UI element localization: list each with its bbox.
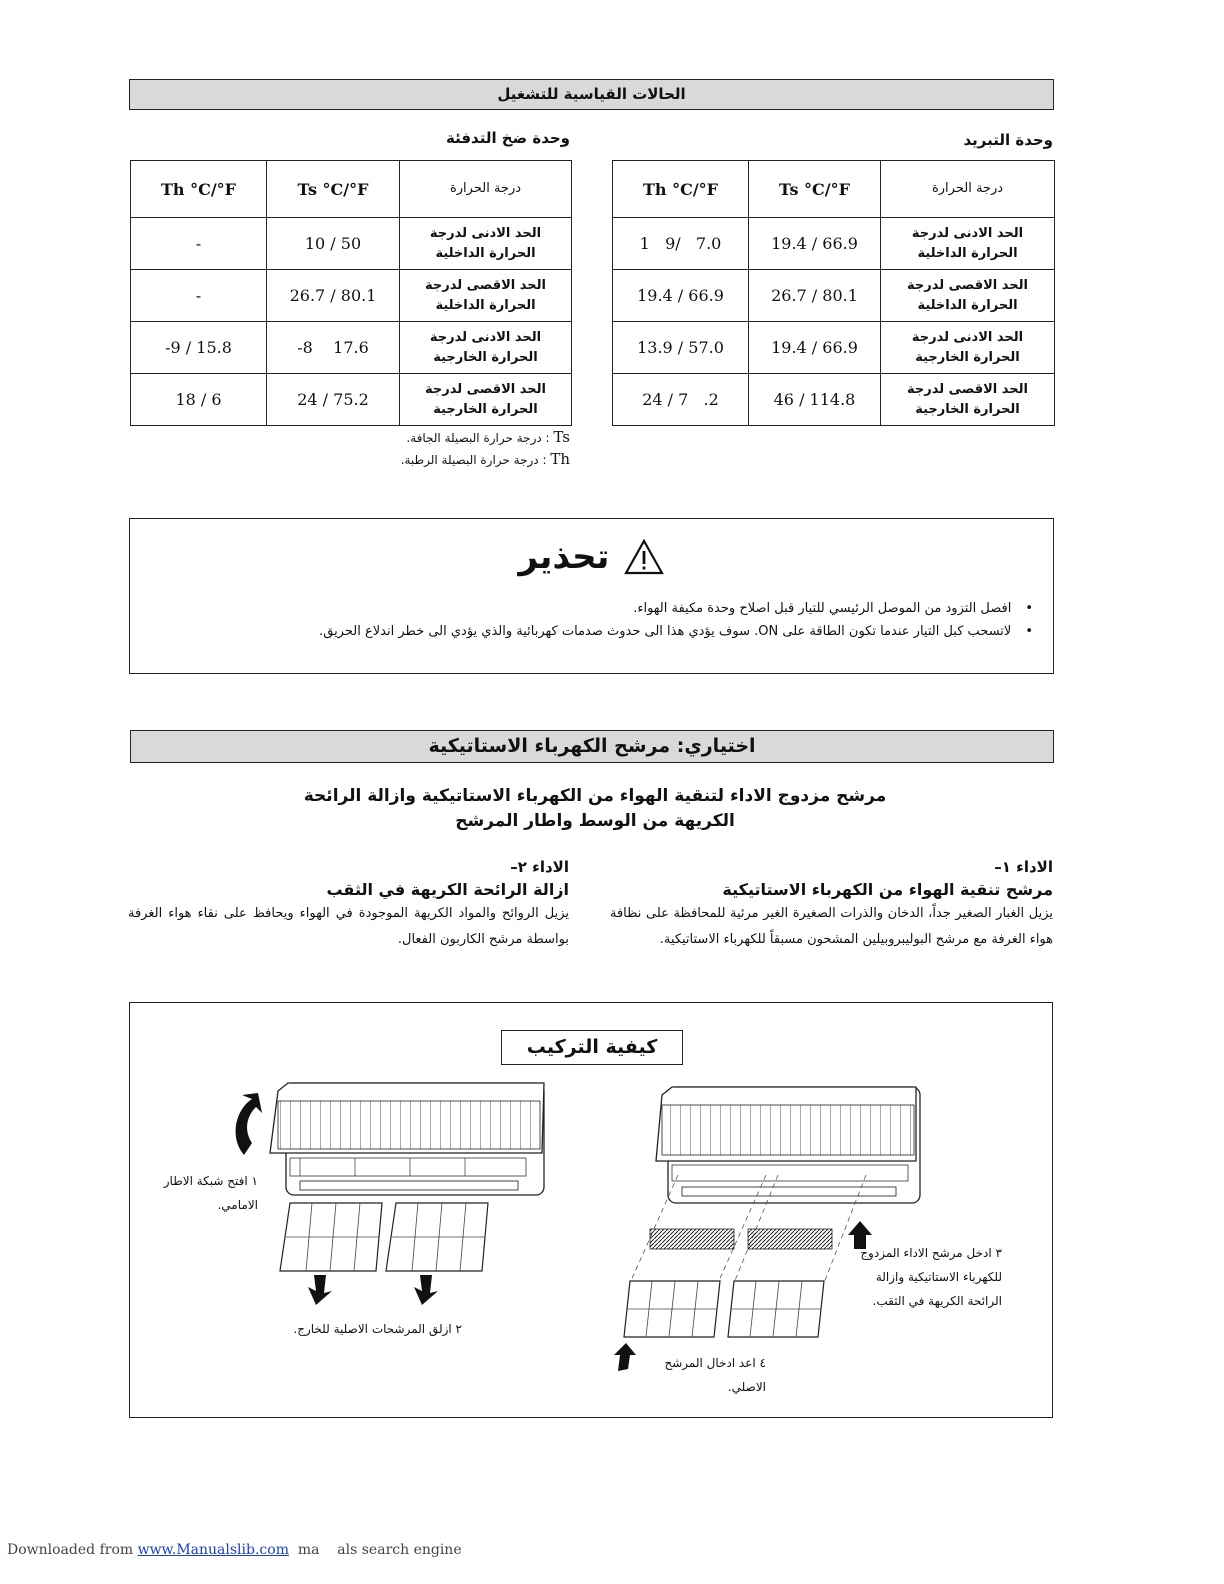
warning-box (129, 518, 1054, 674)
table-header-row (131, 161, 572, 218)
table-row (131, 218, 572, 270)
ts-note-key: Ts (553, 428, 570, 446)
th-header: Th °C/°F (131, 161, 267, 218)
footer-suffix: ma als search engine (288, 1542, 462, 1558)
original-filter-right-2 (728, 1281, 824, 1337)
filter-headline-line1: مرشح مزدوج الاداء لتنقية الهواء من الكهرباء الاستاتيكية وازالة الرائحة (303, 786, 887, 806)
row-label: الحد الاقصى لدرجة الحرارة الداخلية (400, 270, 572, 322)
th-value: - (131, 270, 267, 322)
th-value: 24 / 7 .2 (613, 374, 749, 426)
table-header-row (613, 161, 1055, 218)
slide-out-arrow-icon (414, 1275, 438, 1305)
function1-column (610, 858, 1053, 953)
step1-caption: ١ افتح شبكة الاطار الامامي. (163, 1174, 258, 1212)
heating-unit-title: وحدة ضخ التدفئة (445, 129, 570, 147)
function1-text: يزيل الغبار الصغير جداً، الدخان والذرات الصغيرة الغير مرئية للمحافظة على نظافة هواء الغرفة مع مرشح البوليبروبيلين المشحون مسبقاً للكهرباء الاستاتيكية. (610, 906, 1053, 947)
open-arrow-icon (236, 1093, 262, 1155)
indoor-unit-left-drawing (270, 1083, 544, 1195)
table-row (613, 218, 1055, 270)
warning-triangle-icon (624, 539, 664, 575)
original-filter-left-1 (280, 1203, 382, 1271)
table-row (131, 322, 572, 374)
th-value: 19.4 / 66.9 (613, 270, 749, 322)
table-row (613, 374, 1055, 426)
manualslib-link[interactable]: www.Manualslib.com (137, 1542, 289, 1558)
download-footer (7, 1542, 462, 1558)
function1-number: الاداء ١– (994, 858, 1053, 876)
step3-caption: ٣ ادخل مرشح الاداء المزدوج للكهرباء الاستاتيكية وازالة الرائحة الكريهة في الثقب. (860, 1246, 1002, 1308)
warning-item: • لاتسحب كبل التيار عندما تكون الطاقة على ON. سوف يؤدي هذا الى حدوث صدمات كهربائية والذي يؤدي الى خطر اندلاع الحريق. (173, 624, 1033, 639)
row-label: الحد الاقصى لدرجة الحرارة الداخلية (881, 270, 1055, 322)
ts-note (406, 428, 570, 446)
table-row (613, 270, 1055, 322)
th-header: Th °C/°F (613, 161, 749, 218)
th-note-text: : درجة حرارة البصيلة الرطبة. (400, 453, 551, 467)
th-value: 1 9/ 7.0 (613, 218, 749, 270)
installation-diagram (130, 1003, 1052, 1417)
cooling-unit-title: وحدة التبريد (963, 131, 1053, 149)
footer-prefix: Downloaded from (7, 1542, 138, 1558)
ts-value: 10 / 50 (267, 218, 400, 270)
warning-title: تحذير (518, 537, 610, 577)
th-value: -9 / 15.8 (131, 322, 267, 374)
ts-header: Ts °C/°F (749, 161, 881, 218)
ts-value: 24 / 75.2 (267, 374, 400, 426)
function2-text: يزيل الروائح والمواد الكريهة الموجودة في الهواء ويحافظ على نقاء هواء الغرفة بواسطة مرشح الكاربون الفعال. (128, 906, 569, 947)
function2-column (128, 858, 569, 953)
original-filter-right-1 (624, 1281, 720, 1337)
th-value: 13.9 / 57.0 (613, 322, 749, 374)
ts-value: 26.7 / 80.1 (267, 270, 400, 322)
function2-number: الاداء ٢– (510, 858, 569, 876)
ts-value: 19.4 / 66.9 (749, 322, 881, 374)
row-label: الحد الادنى لدرجة الحرارة الخارجية (881, 322, 1055, 374)
temperature-header: درجة الحرارة (400, 161, 572, 218)
electrostatic-filter-right (748, 1229, 832, 1249)
warning-heading (130, 537, 1053, 577)
ts-value: 26.7 / 80.1 (749, 270, 881, 322)
indoor-unit-right-drawing (656, 1087, 920, 1203)
original-filter-left-2 (386, 1203, 488, 1271)
step2-caption: ٢ ازلق المرشحات الاصلية للخارج. (293, 1322, 462, 1336)
ts-header: Ts °C/°F (267, 161, 400, 218)
warning-item: • افصل التزود من الموصل الرئيسي للتيار قبل اصلاح وحدة مكيفة الهواء. (173, 601, 1033, 616)
row-label: الحد الادنى لدرجة الحرارة الخارجية (400, 322, 572, 374)
th-note-key: Th (550, 450, 570, 468)
slide-out-arrow-icon (308, 1275, 332, 1305)
ts-value: 19.4 / 66.9 (749, 218, 881, 270)
optional-filter-band (130, 730, 1054, 763)
ts-note-text: : درجة حرارة البصيلة الجافة. (406, 431, 554, 445)
temperature-header: درجة الحرارة (881, 161, 1055, 218)
filter-headline (200, 784, 990, 834)
row-label: الحد الاقصى لدرجة الحرارة الخارجية (881, 374, 1055, 426)
table-row (131, 270, 572, 322)
row-label: الحد الاقصى لدرجة الحرارة الخارجية (400, 374, 572, 426)
filter-headline-line2: الكريهة من الوسط واطار المرشح (455, 811, 735, 831)
row-label: الحد الادنى لدرجة الحرارة الداخلية (400, 218, 572, 270)
ts-value: -8 17.6 (267, 322, 400, 374)
row-label: الحد الادنى لدرجة الحرارة الداخلية (881, 218, 1055, 270)
th-value: 18 / 6 (131, 374, 267, 426)
optional-filter-title: اختياري: مرشح الكهرباء الاستاتيكية (428, 735, 756, 757)
step4-caption: ٤ اعد ادخال المرشح الاصلي. (664, 1356, 766, 1394)
operating-conditions-band (129, 79, 1054, 110)
table-row (613, 322, 1055, 374)
cooling-table (612, 160, 1055, 426)
ts-value: 46 / 114.8 (749, 374, 881, 426)
electrostatic-filter-left (650, 1229, 734, 1249)
operating-conditions-title: الحالات القياسية للتشغيل (497, 85, 686, 103)
reinsert-arrow-icon (614, 1343, 636, 1371)
th-value: - (131, 218, 267, 270)
warning-list (173, 601, 1033, 647)
function1-title: مرشح تنقية الهواء من الكهرباء الاستاتيكية (722, 880, 1053, 899)
th-note (401, 450, 570, 468)
function2-title: ازالة الرائحة الكريهة في الثقب (326, 880, 569, 899)
heating-table (130, 160, 572, 426)
installation-box (129, 1002, 1053, 1418)
installation-title: كيفية التركيب (526, 1036, 658, 1058)
table-row (131, 374, 572, 426)
